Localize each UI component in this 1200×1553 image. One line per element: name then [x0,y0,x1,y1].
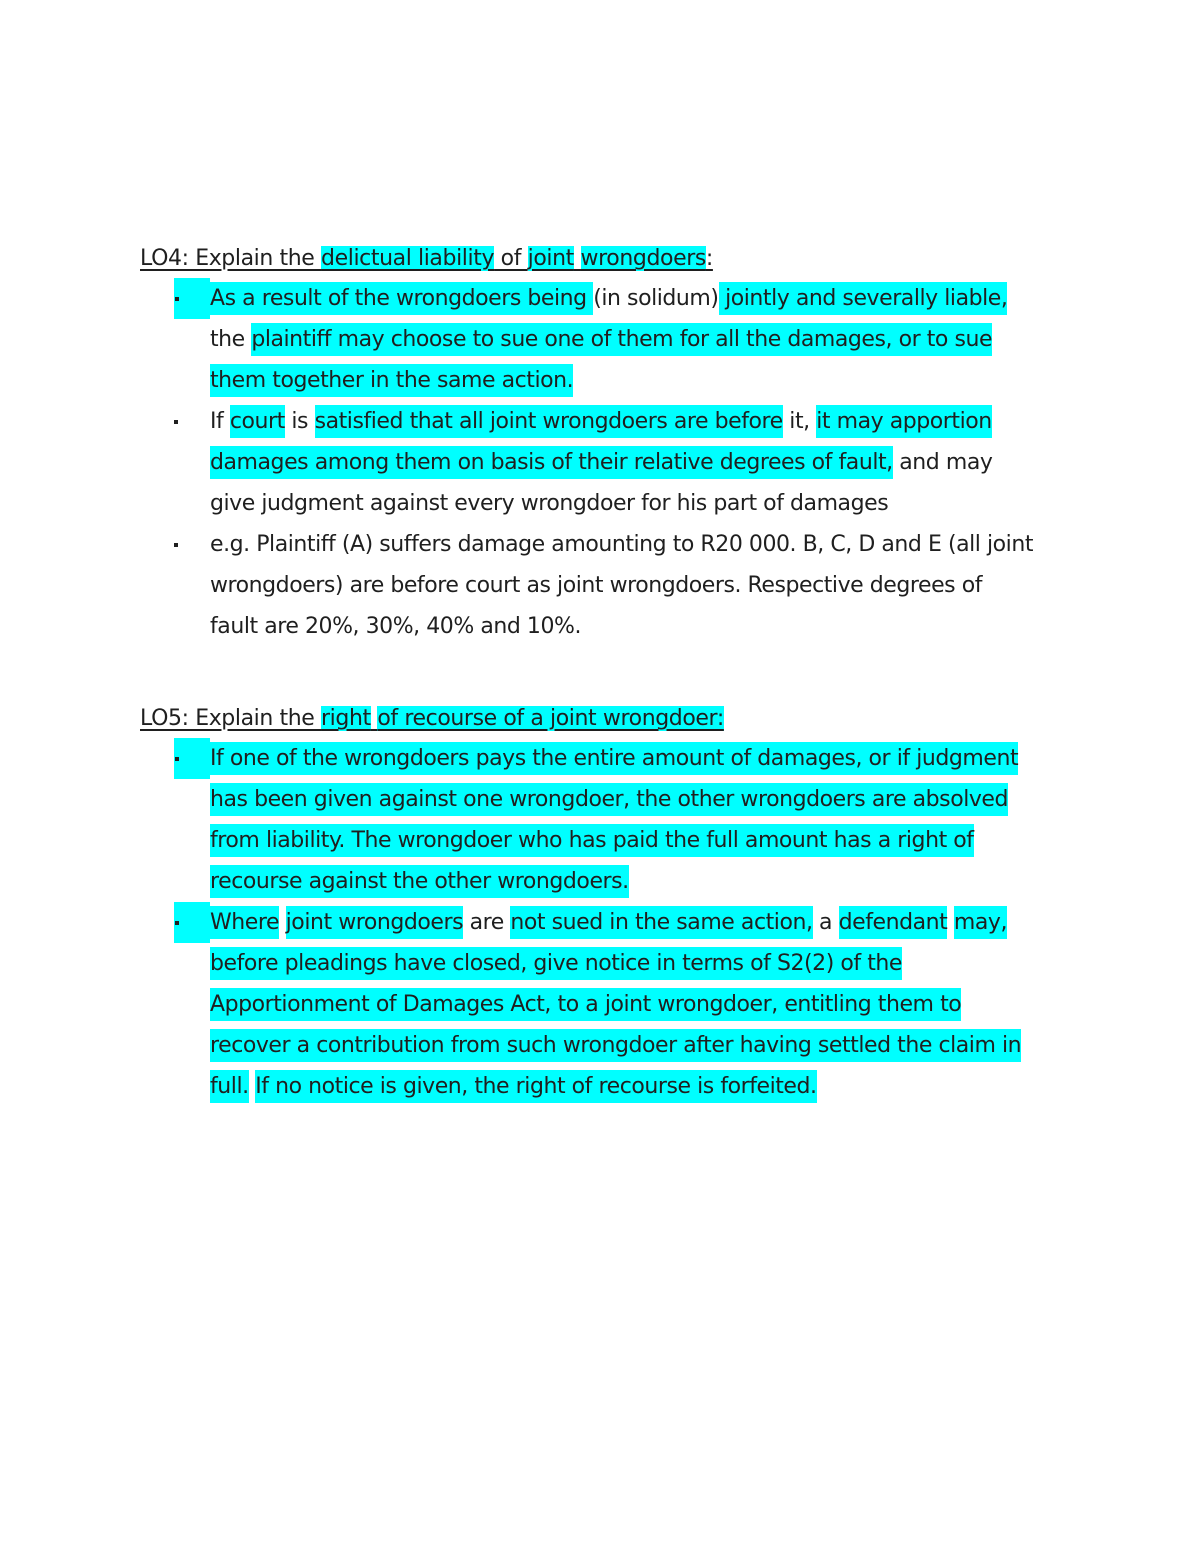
highlighted-text: of recourse of a joint wrongdoer: [377,706,724,731]
text-line [210,319,1060,360]
body-text: If [210,409,230,434]
highlighted-text: As a result of the wrongdoers being [210,282,593,315]
section-lo5 [140,700,1060,1107]
highlighted-text: recourse against the other wrongdoers. [210,865,629,898]
list-item [140,278,1060,401]
text-line [210,483,1060,524]
bullet-icon [172,524,182,565]
highlighted-text: from liability. The wrongdoer who has paid the full amount has a right of [210,824,974,857]
text-line [210,902,1060,943]
text-line [210,442,1060,483]
body-text [947,906,954,939]
text-line [210,565,1060,606]
list-item [140,524,1060,647]
lo5-heading [140,700,1060,738]
body-text: e.g. Plaintiff (A) suffers damage amounting to R20 000. B, C, D and E (all joint [210,532,1034,557]
highlighted-text: joint [527,246,574,271]
heading-text: LO5: Explain the [140,706,322,731]
heading-text: LO4: Explain the [140,246,322,271]
highlighted-text: before pleadings have closed, give notice in terms of S2(2) of the [210,947,902,980]
list-item [140,401,1060,524]
highlighted-text: it may apportion [816,405,992,438]
highlighted-text: not sued in the same action, [510,906,812,939]
highlighted-text: wrongdoers [580,246,706,271]
highlighted-text: full. [210,1070,249,1103]
body-text: it, [782,409,817,434]
bullet-icon [172,401,182,442]
highlighted-text: jointly and severally liable, [719,282,1008,315]
text-line [210,606,1060,647]
body-text: a [812,910,839,935]
highlighted-text: Apportionment of Damages Act, to a joint wrongdoer, entitling them to [210,988,961,1021]
highlighted-text: If one of the wrongdoers pays the entire amount of damages, or if judgment [210,742,1018,775]
highlighted-text: has been given against one wrongdoer, the other wrongdoers are absolved [210,783,1008,816]
highlighted-text: satisfied that all joint wrongdoers are before [315,405,783,438]
text-line [210,524,1060,565]
body-text: the [210,327,252,352]
lo4-heading [140,240,1060,278]
highlighted-text: them together in the same action. [210,364,573,397]
text-line [210,278,1060,319]
heading-text [574,246,581,271]
body-text [279,906,286,939]
section-lo4 [140,240,1060,647]
body-text: give judgment against every wrongdoer for his part of damages [210,491,889,516]
heading-text: : [705,246,713,271]
text-line [210,1025,1060,1066]
highlighted-text: joint wrongdoers [286,906,463,939]
text-line [210,360,1060,401]
text-line [210,984,1060,1025]
highlighted-text: defendant [839,906,948,939]
highlighted-text: court [230,405,285,438]
text-line [210,401,1060,442]
body-text: fault are 20%, 30%, 40% and 10%. [210,614,582,639]
highlighted-text: right [321,706,371,731]
text-line [210,943,1060,984]
highlighted-text: damages among them on basis of their relative degrees of fault, [210,446,893,479]
lo4-bullet-list [140,278,1060,647]
bullet-icon [174,738,210,779]
text-line [210,820,1060,861]
body-text: are [463,910,511,935]
text-line [210,779,1060,820]
lo5-bullet-list [140,738,1060,1107]
body-text: wrongdoers) are before court as joint wrongdoers. Respective degrees of [210,573,983,598]
bullet-icon [174,278,210,319]
highlighted-text: Where [210,906,279,939]
text-line [210,1066,1060,1107]
list-item [140,902,1060,1107]
list-item [140,738,1060,902]
heading-text: of [494,246,528,271]
highlighted-text: plaintiff may choose to sue one of them for all the damages, or to sue [251,323,992,356]
body-text: and may [892,450,993,475]
text-line [210,738,1060,779]
highlighted-text: may, [954,906,1007,939]
bullet-icon [174,902,210,943]
highlighted-text: recover a contribution from such wrongdoer after having settled the claim in [210,1029,1021,1062]
text-line [210,861,1060,902]
body-text: (in solidum) [593,286,719,311]
highlighted-text: delictual liability [321,246,495,271]
body-text: is [284,409,315,434]
highlighted-text: If no notice is given, the right of recourse is forfeited. [255,1070,816,1103]
